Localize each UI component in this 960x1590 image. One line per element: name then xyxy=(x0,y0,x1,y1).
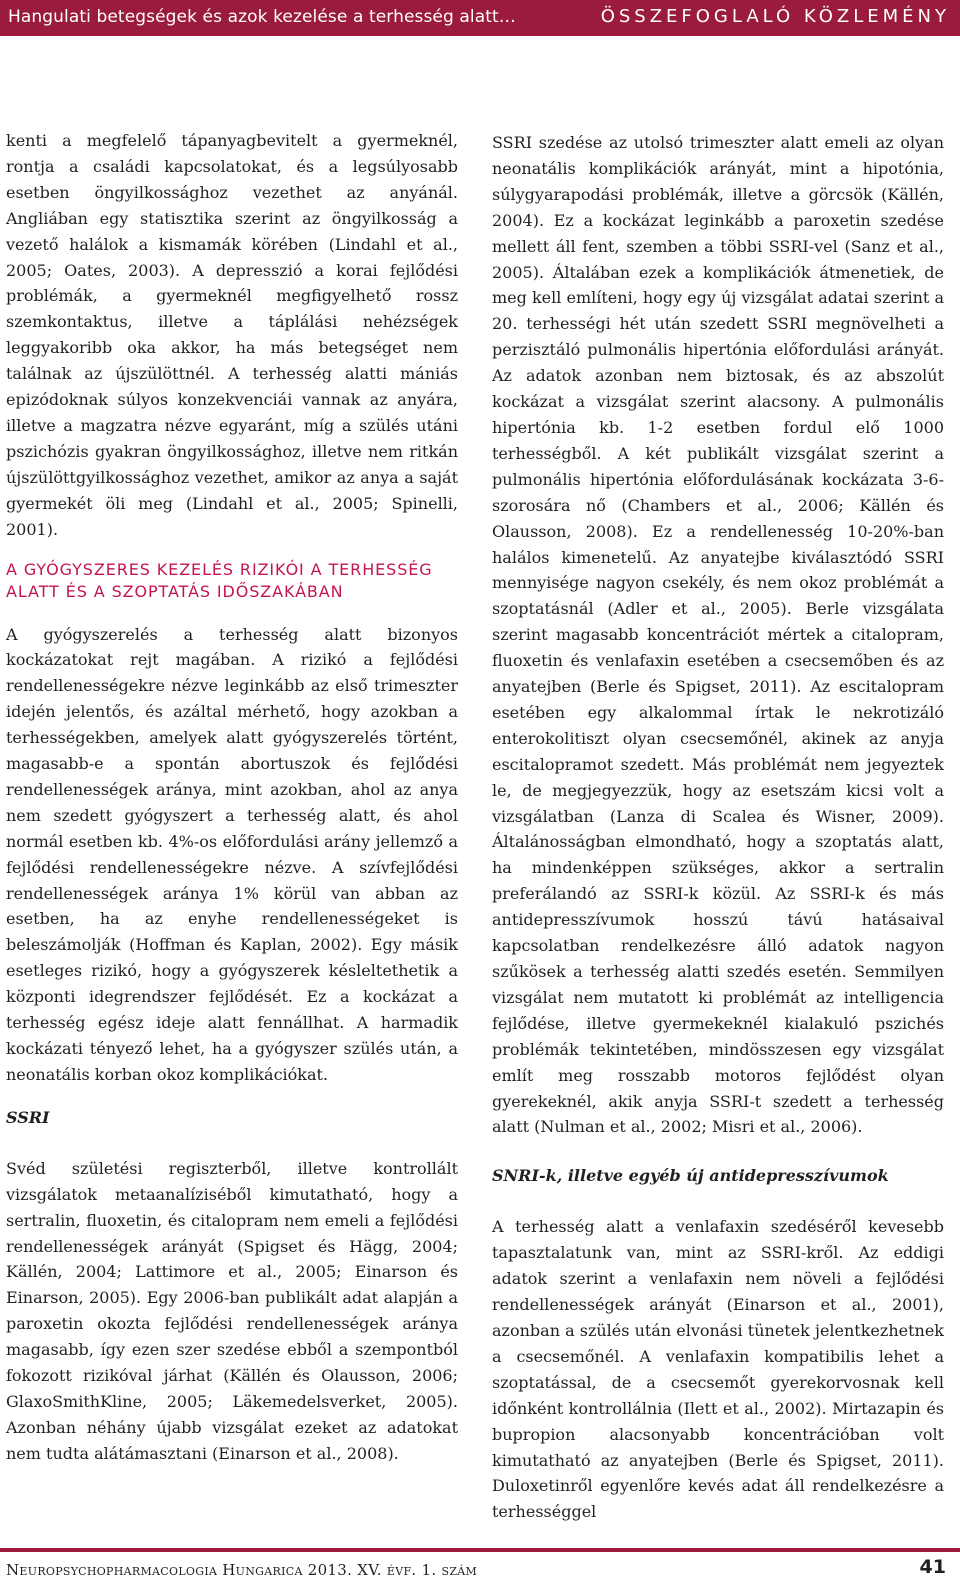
paragraph: kenti a megfelelő tápanyagbevitelt a gyermeknél, rontja a családi kapcsolatokat, és a legsúlyosabb esetben öngyilkossághoz vezethet az anyánál. Angliában egy statisztika szerint az öngyilkosság a vezető halálok a kismamák körében (Lindahl et al., 2005; Oates, 2003). A depresszió a korai fejlődési problémák, a gyermeknél megfigyelhető rossz szemkontaktus, illetve a táplálási nehézségek leggyakoribb oka akkor, ha más betegséget nem találnak az újszülöttnél. A terhesség alatti mániás epizódoknak súlyos konzekvenciái vannak az anyára, illetve a magzatra nézve egyaránt, míg a szülés utáni pszichózis gyakran öngyilkossághoz, illetve nem ritkán újszülöttgyilkossághoz vezethet, amikor az anya a saját gyermekét öli meg (Lindahl et al., 2005; Spinelli, 2001). xyxy=(6,131,458,539)
paragraph: A gyógyszerelés a terhesség alatt bizonyos kockázatokat rejt magában. A rizikó a fejlődési rendellenességekre nézve leginkább az első trimeszter idején jelentős, és azáltal mérhető, hogy azokban a terhességekben, amelyek alatt gyógyszerelés történt, magasabb-e a spontán abortuszok és fejlődési rendellenességek aránya, mint azokban, ahol az anya nem szedett gyógyszert a terhesség alatt, és ahol normál esetben kb. 4%-os előfordulási arány jellemző a fejlődési rendellenességekre nézve. A szívfejlődési rendellenességek aránya 1% körül van abban az esetben, ha az enyhe rendellenességeket is beleszámolják (Hoffman és Kaplan, 2002). Egy másik esetleges rizikó, hogy a gyógyszerek késleltethetik a központi idegrendszer fejlődését. Ez a kockázat a terhesség egész ideje alatt fennállhat. A harmadik kockázati tényező lehet, ha a gyógyszer szülés után, a neonatális korban okoz komplikációkat. xyxy=(6,624,458,1084)
paragraph: Svéd születési regiszterből, illetve kontrollált vizsgálatok metaanalíziséből kimutatható, hogy a sertralin, fluoxetin, és citalopram nem emeli a fejlődési rendellenességek arányát (Spigset és Hägg, 2004; Källén, 2004; Lattimore et al., 2005; Einarson és Einarson, 2005). Egy 2006-ban publikált adat alapján a paroxetin okozta fejlődési rendellenességek aránya magasabb, így ezen szer szedése ebből a szempontból fokozott rizikóval járhat (Källén és Olausson, 2006; GlaxoSmithKline, 2005; Läkemedelsverket, 2005). Azonban néhány újabb vizsgálat ezeket az adatokat nem tudta alátámasztani (Einarson et al., 2008). xyxy=(6,1158,458,1463)
subheading-ssri: SSRI xyxy=(6,1107,50,1127)
page-number: 41 xyxy=(919,1556,946,1578)
paragraph: A terhesség alatt a venlafaxin szedéséről kevesebb tapasztalatunk van, mint az SSRI-kről. Az eddigi adatok szerint a venlafaxin nem növeli a fejlődési rendellenességek arányát (Einarson et al., 2001), azonban a szülés után elvonási tünetek jelentkezhetnek a csecsemőnél. A venlafaxin kompatibilis lehet a szoptatással, de a csecsemőt gyerekorvosnak kell időnként kontrollálnia (Ilett et al., 2002). Mirtazapin és bupropion alacsonyabb koncentrációban volt kimutatható az anyatejben (Berle és Spigset, 2011). Duloxetinről egyenlőre kevés adat áll rendelkezésre a terhességgel xyxy=(492,1217,944,1522)
section-heading: A GYÓGYSZERES KEZELÉS RIZIKÓI A TERHESSÉG ALATT ÉS A SZOPTATÁS IDŐSZAKÁBAN xyxy=(6,559,433,601)
subheading-snri: SNRI-k, illetve egyéb új antidepresszívumok xyxy=(492,1166,889,1186)
journal-citation: Neuropsychopharmacologia Hungarica 2013. XV. évf. 1. szám xyxy=(6,1561,478,1579)
article-type-label: ÖSSZEFOGLALÓ KÖZLEMÉNY xyxy=(600,6,950,27)
running-header xyxy=(0,0,960,36)
right-column xyxy=(492,130,944,1525)
footer-divider xyxy=(0,1548,960,1552)
paragraph: SSRI szedése az utolsó trimeszter alatt emeli az olyan neonatális komplikációk arányát, mint a hipotónia, súlygyarapodási problémák, illetve a görcsök (Källén, 2004). Ez a kockázat leginkább a paroxetin szedése mellett áll fent, szemben a többi SSRI-vel (Sanz et al., 2005). Általában ezek a komplikációk átmenetiek, de meg kell említeni, hogy egy új vizsgálat adatai szerint a 20. terhességi hét után szedett SSRI megnövelheti a perzisztáló pulmonális hipertónia előfordulási arányát. Az adatok azonban nem biztosak, és az abszolút kockázat a vizsgálat szerint alacsony. A pulmonális hipertónia kb. 1-2 esetben fordul elő 1000 terhességből. A két publikált vizsgálat szerint a pulmonális hipertónia előfordulásának kockázata 3-6-szorosára nő (Chambers et al., 2006; Källén és Olausson, 2008). Ez a rendellenesség 10-20%-ban halálos kimenetelű. Az anyatejbe kiválasztódó SSRI mennyisége nagyon csekély, és nem okoz problémát a szoptatásnál (Adler et al., 2005). Berle vizsgálata szerint magasabb koncentrációt mértek a citalopram, fluoxetin és venlafaxin esetében a csecsemőben és az anyatejben (Berle és Spigset, 2011). Az escitalopram esetében egy alkalommal írtak le nekrotizáló enterokolitiszt olyan csecsemőnél, akinek az anyja escitalopramot szedett. Más problémát nem jegyeztek le, de megjegyezzük, hogy az esetszám kicsi volt a vizsgálatban (Lanza di Scalea és Wisner, 2009). Általánosságban elmondható, hogy a szoptatás alatt, ha mindenképpen szükséges, akkor a sertralin preferálandó az SSRI-k közül. Az SSRI-k és más antidepresszívumok hosszú távú hatásaival kapcsolatban rendelkezésre álló adatok nagyon szűkösek a terhesség alatti szedés esetén. Semmilyen vizsgálat nem mutatott ki problémát az intelligencia fejlődése, illetve gyermekeknél kialakuló pszichés problémák tekintetében, mindösszesen egy vizsgálat említ meg rosszabb motoros fejlődést olyan gyerekeknél, akik anyja SSRI-t szedett a terhesség alatt (Nulman et al., 2002; Misri et al., 2006). xyxy=(492,133,944,1137)
left-column xyxy=(6,128,458,1467)
running-title: Hangulati betegségek és azok kezelése a terhesség alatt… xyxy=(8,7,516,27)
